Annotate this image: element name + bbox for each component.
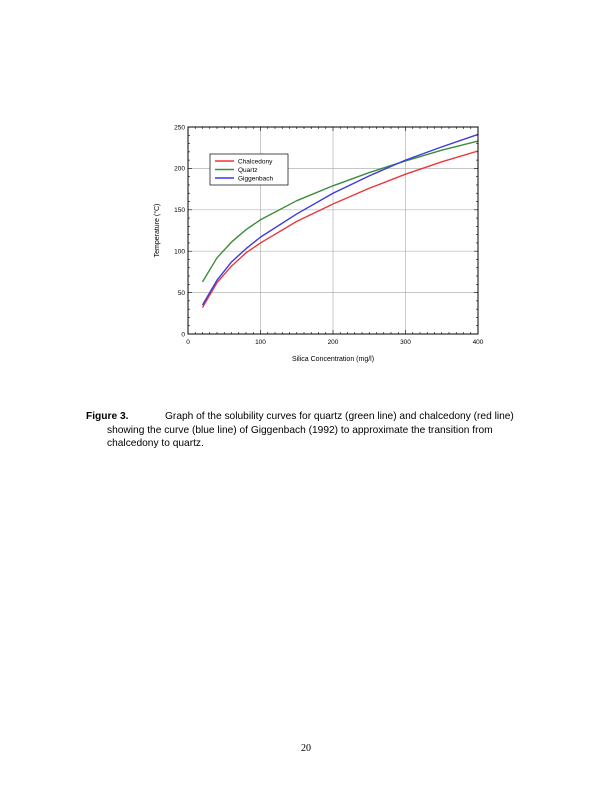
y-tick-label: 150 bbox=[174, 207, 185, 215]
legend-label: Quartz bbox=[238, 166, 258, 174]
y-tick-label: 250 bbox=[174, 124, 185, 132]
y-tick-label: 100 bbox=[174, 248, 185, 256]
caption-label: Figure 3. bbox=[86, 411, 129, 422]
y-tick-label: 200 bbox=[174, 165, 185, 173]
legend-label: Chalcedony bbox=[238, 158, 273, 166]
x-axis-title: Silica Concentration (mg/l) bbox=[291, 356, 375, 363]
legend bbox=[210, 154, 288, 185]
x-tick-label: 300 bbox=[400, 339, 411, 346]
x-tick-label: 200 bbox=[327, 339, 339, 346]
x-tick-label: 400 bbox=[472, 339, 484, 346]
figure-caption bbox=[86, 410, 526, 451]
chart-svg bbox=[140, 118, 500, 373]
y-axis-title: Temperature (°C) bbox=[154, 203, 161, 258]
x-tick-label: 0 bbox=[186, 339, 190, 346]
y-tick-label: 50 bbox=[177, 289, 185, 297]
caption-text: Graph of the solubility curves for quartz (green line) and chalcedony (red line) showing the curve (blue line) of Giggenbach (1992) to approximate the transition from chalcedony to quartz. bbox=[107, 411, 514, 449]
x-tick-label: 100 bbox=[255, 339, 266, 346]
legend-label: Giggenbach bbox=[238, 175, 274, 183]
solubility-chart bbox=[140, 118, 500, 373]
page-number: 20 bbox=[301, 743, 311, 754]
y-tick-label: 0 bbox=[181, 331, 185, 339]
